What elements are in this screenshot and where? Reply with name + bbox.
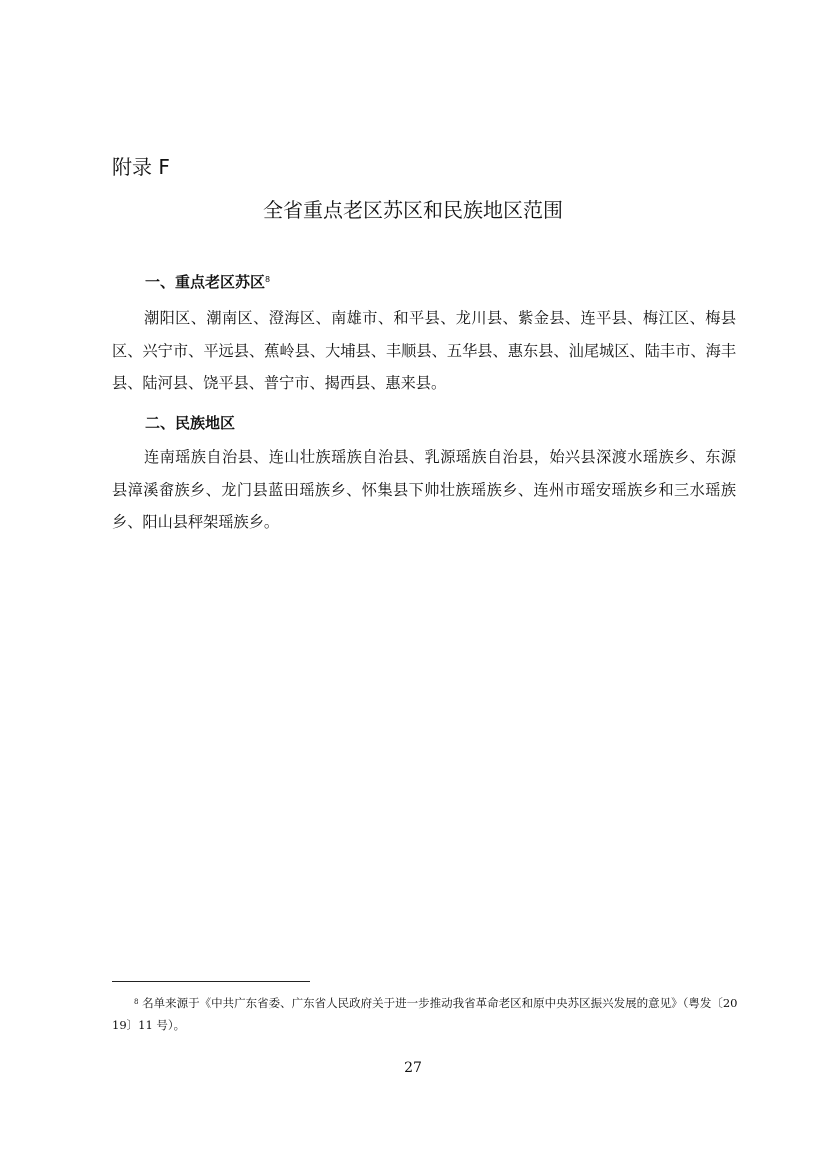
- section-body-old-revolutionary-areas: 潮阳区、潮南区、澄海区、南雄市、和平县、龙川县、紫金县、连平县、梅江区、梅县区、兴宁市、平远县、蕉岭县、大埔县、丰顺县、五华县、惠东县、汕尾城区、陆丰市、海丰县、陆河县、饶平县、普宁市、揭西县、惠来县。: [112, 309, 736, 392]
- page-title: 全省重点老区苏区和民族地区范围: [263, 198, 563, 222]
- section-heading-old-revolutionary-areas: [145, 271, 270, 293]
- appendix-label: 附录 F: [112, 155, 170, 179]
- section-heading-ethnic-areas: 二、民族地区: [145, 414, 236, 432]
- footnote: [112, 992, 738, 1036]
- footnote-divider: [112, 981, 310, 982]
- footnote-marker: 8: [134, 998, 139, 1006]
- footnote-text: 名单来源于《中共广东省委、广东省人民政府关于进一步推动我省革命老区和原中央苏区振兴发展的意见》（粤发〔2019〕11 号）。: [112, 996, 738, 1032]
- section-heading-text: 一、重点老区苏区: [145, 273, 266, 291]
- footnote-reference: 8: [265, 275, 271, 284]
- page-number: 27: [404, 1060, 422, 1076]
- section-body-ethnic-areas: 连南瑶族自治县、连山壮族瑶族自治县、乳源瑶族自治县，始兴县深渡水瑶族乡、东源县漳溪畲族乡、龙门县蓝田瑶族乡、怀集县下帅壮族瑶族乡、连州市瑶安瑶族乡和三水瑶族乡、阳山县秤架瑶族乡。: [112, 448, 736, 531]
